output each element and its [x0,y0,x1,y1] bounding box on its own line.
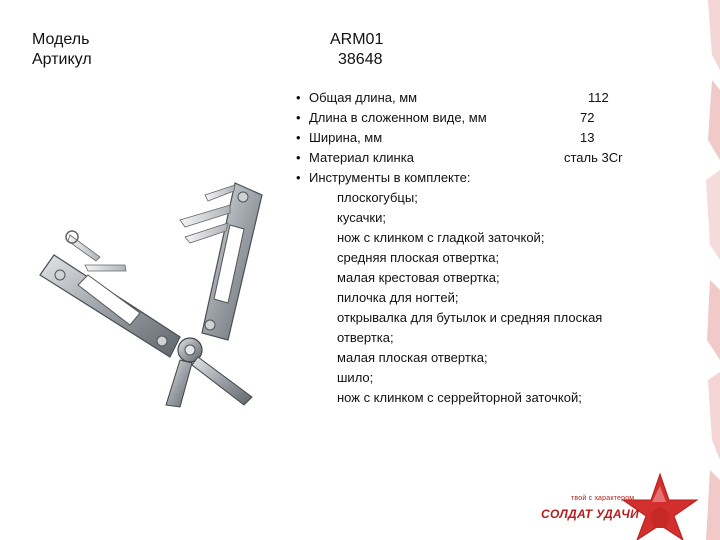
tool-item: пилочка для ногтей; [337,290,459,305]
tool-item: нож с клинком с гладкой заточкой; [337,230,545,245]
multitool-image [30,165,300,410]
tool-item: кусачки; [337,210,386,225]
spec-value: 112 [588,90,609,105]
spec-row-total-length [296,88,656,108]
spec-row-blade-material [296,148,656,168]
tool-item: малая плоская отвертка; [337,350,488,365]
tool-blades [66,185,235,271]
brand-tagline: твой с характером [571,495,635,502]
bullet: • [296,130,301,145]
spec-row-tools-included [296,168,656,188]
spec-label: Инструменты в комплекте: [309,170,471,185]
spec-value: 72 [580,110,595,125]
bullet: • [296,110,301,125]
tool-item: шило; [337,370,374,385]
tool-item: малая крестовая отвертка; [337,270,500,285]
model-label: Модель [32,31,90,48]
tool-item: плоскогубцы; [337,190,418,205]
spec-value: 13 [580,130,595,145]
right-handle [202,183,262,340]
spec-label: Длина в сложенном виде, мм [309,110,487,125]
spec-label: Общая длина, мм [309,90,418,105]
model-value: ARM01 [330,31,384,48]
spec-label: Материал клинка [309,150,414,165]
article-label: Артикул [32,51,92,68]
bullet: • [296,170,301,185]
tool-item: нож с клинком с серрейторной заточкой; [337,390,582,405]
tool-item: открывалка для бутылок и средняя плоская [337,310,603,325]
bullet: • [296,90,301,105]
tools-list [337,188,637,408]
brand-name: СОЛДАТ УДАЧИ [541,507,640,521]
bullet: • [296,150,301,165]
pliers [166,338,252,407]
spec-list [296,88,656,188]
spec-value: сталь 3Cr [564,150,623,165]
side-decoration [698,0,720,540]
tool-item: отвертка; [337,330,394,345]
spec-row-width [296,128,656,148]
spec-label: Ширина, мм [309,130,383,145]
spec-row-folded-length [296,108,656,128]
red-star-icon [540,466,720,540]
tool-item: средняя плоская отвертка; [337,250,500,265]
article-value: 38648 [338,51,383,68]
